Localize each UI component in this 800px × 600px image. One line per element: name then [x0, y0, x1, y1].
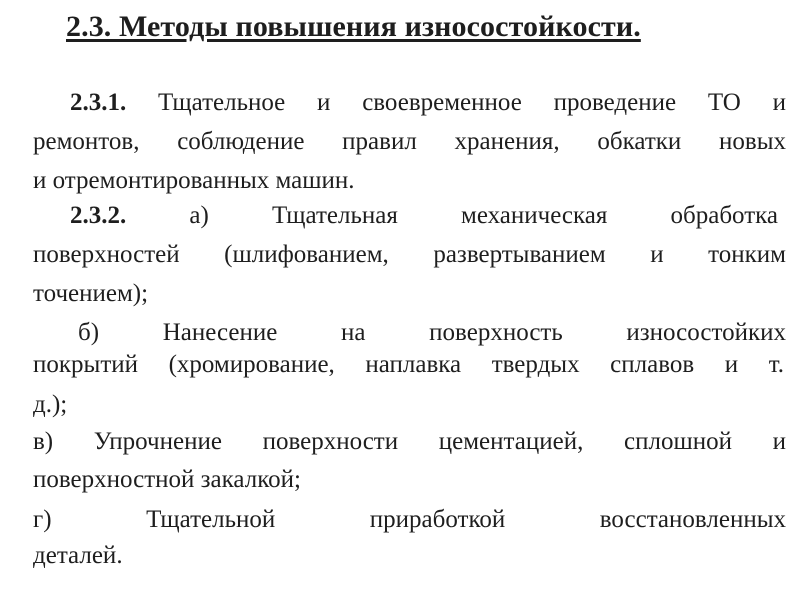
section-2-3-1-line-3: и отремонтированных машин.	[33, 167, 355, 194]
item-b-line-2: покрытий (хромирование, наплавка твердых сплавов и т.	[33, 351, 784, 378]
item-a-line-2: поверхностей (шлифованием, развертыванием и тонким	[33, 241, 786, 268]
item-c-line-2: поверхностной закалкой;	[33, 466, 301, 493]
item-b-line-1: б) Нанесение на поверхность износостойких	[78, 319, 786, 346]
section-2-3-2-line-1: 2.3.2. а) Тщательная механическая обработка	[70, 202, 779, 229]
section-number-2-3-2: 2.3.2.	[70, 202, 127, 229]
section-2-3-1-line-2: ремонтов, соблюдение правил хранения, обкатки новых	[33, 128, 786, 155]
item-d-line-2: деталей.	[33, 542, 123, 569]
slide-title: 2.3. Методы повышения износостойкости.	[66, 10, 641, 43]
item-c-line-1: в) Упрочнение поверхности цементацией, сплошной и	[33, 428, 786, 455]
item-a-line-3: точением);	[33, 280, 149, 307]
item-d-line-1: г) Тщательной приработкой восстановленных	[33, 506, 786, 533]
item-b-line-3: д.);	[33, 391, 68, 418]
section-number-2-3-1: 2.3.1.	[70, 89, 127, 116]
section-2-3-1-line-1: 2.3.1. Тщательное и своевременное проведение ТО и	[70, 89, 787, 116]
